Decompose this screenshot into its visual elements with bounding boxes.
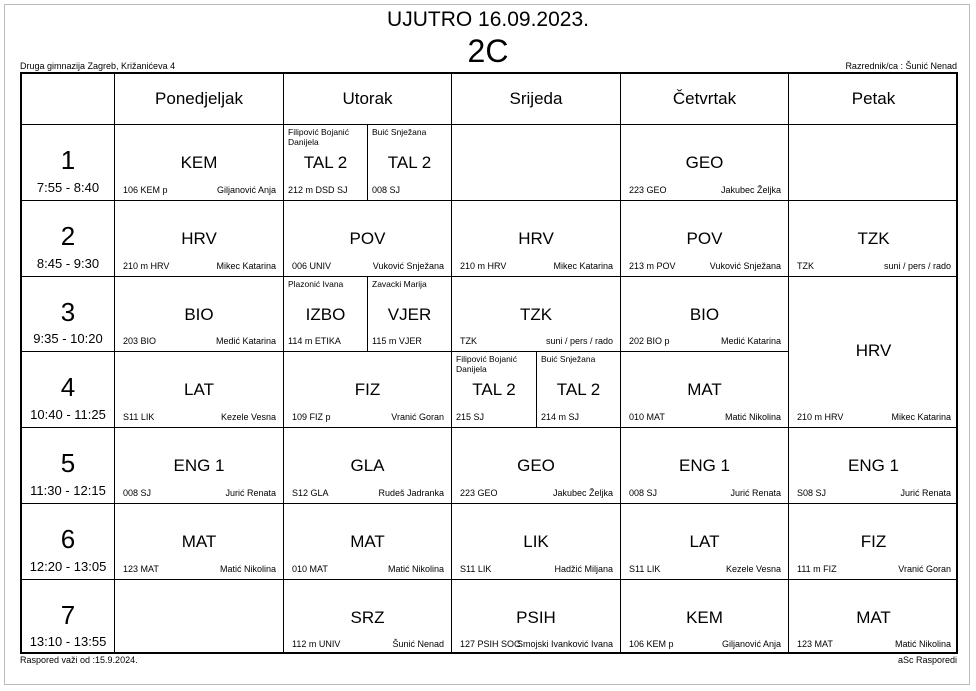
lesson-room: 010 MAT xyxy=(629,412,665,422)
lesson-teacher: Buić Snježana xyxy=(541,354,596,364)
lesson-room: 210 m HRV xyxy=(797,412,844,422)
period-number: 6 xyxy=(60,524,76,554)
lesson-room: 213 m POV xyxy=(629,261,676,271)
lesson-teacher: Giljanović Anja xyxy=(216,185,276,195)
lesson-cell[interactable] xyxy=(284,201,452,277)
lesson-teacher: Hadžić Miljana xyxy=(554,564,613,574)
software-brand: aSc Rasporedi xyxy=(897,655,957,665)
lesson-subject: POV xyxy=(686,229,723,248)
day-header: Četvrtak xyxy=(621,74,789,125)
period-number: 1 xyxy=(60,145,76,175)
lesson-subject: GLA xyxy=(350,456,385,475)
lesson-teacher: Jakubec Željka xyxy=(720,185,781,195)
period-time: 8:45 - 9:30 xyxy=(36,256,100,271)
lesson-room: 223 GEO xyxy=(460,488,498,498)
lesson-teacher: Medić Katarina xyxy=(215,336,276,346)
lesson-cell[interactable] xyxy=(789,201,958,277)
lesson-teacher: Vuković Snježana xyxy=(372,261,444,271)
school-name: Druga gimnazija Zagreb, Križanićeva 4 xyxy=(20,61,176,71)
lesson-subject: HRV xyxy=(181,229,217,248)
period-cell xyxy=(22,428,115,504)
lesson-teacher: Mikec Katarina xyxy=(891,412,951,422)
lesson-teacher: Matić Nikolina xyxy=(894,639,951,649)
lesson-cell[interactable] xyxy=(452,277,621,352)
lesson-room: S08 SJ xyxy=(797,488,827,498)
period-number: 4 xyxy=(60,372,76,402)
valid-from-note: Raspored važi od :15.9.2024. xyxy=(20,655,138,665)
lesson-room: S11 LIK xyxy=(460,564,492,574)
lesson-teacher: Matić Nikolina xyxy=(387,564,444,574)
lesson-subject: FIZ xyxy=(860,532,887,551)
lesson-room: 106 KEM p xyxy=(629,639,674,649)
lesson-room: 114 m ETIKA xyxy=(288,336,341,346)
lesson-cell[interactable] xyxy=(115,428,284,504)
homeroom-teacher: Razrednik/ca : Šunić Nenad xyxy=(845,61,957,71)
lesson-subject: BIO xyxy=(184,305,214,324)
lesson-room: TZK xyxy=(460,336,477,346)
lesson-room: TZK xyxy=(797,261,814,271)
lesson-teacher: Mikec Katarina xyxy=(553,261,613,271)
lesson-room: 008 SJ xyxy=(372,185,401,195)
lesson-subject: ENG 1 xyxy=(678,456,731,475)
lesson-room: 106 KEM p xyxy=(123,185,168,195)
lesson-cell[interactable] xyxy=(115,504,284,580)
lesson-teacher: Plazonić Ivana xyxy=(288,279,344,289)
lesson-room: 008 SJ xyxy=(629,488,658,498)
schedule-title: UJUTRO 16.09.2023. xyxy=(387,8,589,31)
lesson-teacher: Medić Katarina xyxy=(720,336,781,346)
lesson-subject: IZBO xyxy=(305,305,346,324)
empty-lesson-cell[interactable] xyxy=(452,125,621,201)
lesson-cell-split[interactable] xyxy=(452,352,537,428)
lesson-teacher: Jakubec Željka xyxy=(552,488,613,498)
lesson-cell[interactable] xyxy=(621,504,789,580)
lesson-subject: TAL 2 xyxy=(303,153,348,172)
period-cell xyxy=(22,580,115,654)
lesson-subject: TZK xyxy=(857,229,890,248)
lesson-room: 223 GEO xyxy=(629,185,667,195)
lesson-subject: ENG 1 xyxy=(173,456,225,475)
lesson-cell-split[interactable] xyxy=(284,277,368,352)
lesson-cell[interactable] xyxy=(789,277,958,428)
lesson-teacher: Zavacki Marija xyxy=(372,279,427,289)
lesson-room: 123 MAT xyxy=(797,639,833,649)
lesson-subject: KEM xyxy=(686,608,723,627)
lesson-cell[interactable] xyxy=(452,580,621,654)
lesson-cell-split[interactable] xyxy=(368,125,452,201)
class-name: 2C xyxy=(467,33,509,69)
lesson-cell[interactable] xyxy=(452,201,621,277)
lesson-teacher: Vuković Snježana xyxy=(709,261,781,271)
lesson-room: 202 BIO p xyxy=(629,336,670,346)
lesson-subject: MAT xyxy=(687,380,722,399)
day-header: Ponedjeljak xyxy=(115,74,284,125)
lesson-room: 109 FIZ p xyxy=(292,412,331,422)
corner-cell[interactable] xyxy=(22,74,115,125)
lesson-cell[interactable] xyxy=(284,428,452,504)
lesson-teacher: Filipović Bojanić Danijela xyxy=(456,354,517,374)
lesson-room: 127 PSIH SOC xyxy=(460,639,521,649)
period-time: 13:10 - 13:55 xyxy=(29,634,107,649)
lesson-subject: TAL 2 xyxy=(472,380,516,399)
lesson-teacher: Matić Nikolina xyxy=(724,412,781,422)
period-time: 11:30 - 12:15 xyxy=(30,483,106,498)
period-cell xyxy=(22,352,115,428)
timetable-grid xyxy=(20,72,958,654)
lesson-cell[interactable] xyxy=(621,277,789,352)
lesson-teacher: Šunić Nenad xyxy=(392,639,444,649)
lesson-cell[interactable] xyxy=(115,352,284,428)
period-cell xyxy=(22,201,115,277)
lesson-cell[interactable] xyxy=(284,352,452,428)
lesson-teacher: Jurić Renata xyxy=(225,488,276,498)
period-cell xyxy=(22,277,115,352)
lesson-subject: TAL 2 xyxy=(556,380,601,399)
period-number: 3 xyxy=(60,297,76,327)
lesson-cell[interactable] xyxy=(789,504,958,580)
lesson-room: 112 m UNIV xyxy=(292,639,341,649)
lesson-room: 115 m VJER xyxy=(372,336,422,346)
lesson-subject: MAT xyxy=(350,532,385,551)
lesson-teacher: Filipović Bojanić Danijela xyxy=(288,127,349,147)
period-time: 10:40 - 11:25 xyxy=(30,407,106,422)
lesson-cell[interactable] xyxy=(452,504,621,580)
lesson-subject: PSIH xyxy=(516,608,556,627)
lesson-subject: TAL 2 xyxy=(387,153,432,172)
day-header: Petak xyxy=(789,74,958,125)
empty-lesson-cell[interactable] xyxy=(789,125,958,201)
period-number: 7 xyxy=(60,600,76,630)
lesson-subject: LAT xyxy=(689,532,720,551)
lesson-subject: MAT xyxy=(181,532,217,551)
lesson-subject: HRV xyxy=(518,229,554,248)
lesson-room: 215 SJ xyxy=(456,412,485,422)
lesson-teacher: Mikec Katarina xyxy=(216,261,276,271)
period-time: 12:20 - 13:05 xyxy=(29,559,107,574)
lesson-room: 210 m HRV xyxy=(460,261,507,271)
lesson-subject: KEM xyxy=(180,153,218,172)
lesson-subject: VJER xyxy=(387,305,432,324)
lesson-cell-split[interactable] xyxy=(284,125,368,201)
lesson-cell[interactable] xyxy=(115,201,284,277)
lesson-cell[interactable] xyxy=(621,428,789,504)
period-number: 5 xyxy=(60,448,76,478)
period-cell xyxy=(22,504,115,580)
lesson-teacher: Rudeš Jadranka xyxy=(378,488,444,498)
lesson-subject: MAT xyxy=(856,608,891,627)
lesson-room: 111 m FIZ xyxy=(797,564,837,574)
lesson-subject: TZK xyxy=(519,305,553,324)
lesson-room: S11 LIK xyxy=(123,412,155,422)
lesson-subject: BIO xyxy=(689,305,720,324)
lesson-cell[interactable] xyxy=(115,277,284,352)
lesson-teacher: Giljanović Anja xyxy=(721,639,781,649)
lesson-cell[interactable] xyxy=(284,504,452,580)
lesson-cell[interactable] xyxy=(284,580,452,654)
lesson-teacher: suni / pers / rado xyxy=(883,261,951,271)
period-time: 9:35 - 10:20 xyxy=(33,331,103,346)
lesson-subject: FIZ xyxy=(354,380,381,399)
lesson-teacher: Buić Snježana xyxy=(372,127,427,137)
lesson-room: 008 SJ xyxy=(123,488,152,498)
lesson-cell-split[interactable] xyxy=(537,352,621,428)
lesson-cell[interactable] xyxy=(621,580,789,654)
lesson-cell[interactable] xyxy=(789,428,958,504)
lesson-subject: GEO xyxy=(685,153,724,172)
lesson-room: 010 MAT xyxy=(292,564,328,574)
lesson-cell[interactable] xyxy=(621,125,789,201)
lesson-subject: SRZ xyxy=(350,608,385,627)
lesson-cell[interactable] xyxy=(115,125,284,201)
lesson-teacher: Vranić Goran xyxy=(898,564,951,574)
lesson-cell[interactable] xyxy=(789,580,958,654)
day-header: Srijeda xyxy=(452,74,621,125)
lesson-teacher: Matić Nikolina xyxy=(219,564,276,574)
period-cell xyxy=(22,125,115,201)
lesson-subject: GEO xyxy=(517,456,555,475)
period-time: 7:55 - 8:40 xyxy=(36,180,100,195)
day-header: Utorak xyxy=(284,74,452,125)
lesson-subject: LIK xyxy=(523,532,549,551)
lesson-room: S11 LIK xyxy=(629,564,661,574)
lesson-cell[interactable] xyxy=(452,428,621,504)
lesson-teacher: Vranić Goran xyxy=(391,412,444,422)
lesson-room: 006 UNIV xyxy=(292,261,332,271)
lesson-teacher: Jurić Renata xyxy=(730,488,781,498)
lesson-cell[interactable] xyxy=(621,352,789,428)
lesson-room: 123 MAT xyxy=(123,564,159,574)
lesson-cell-split[interactable] xyxy=(368,277,452,352)
lesson-teacher: Kezele Vesna xyxy=(725,564,781,574)
lesson-teacher: Kezele Vesna xyxy=(220,412,276,422)
lesson-subject: ENG 1 xyxy=(847,456,900,475)
lesson-teacher: Smojski Ivanković Ivana xyxy=(516,639,613,649)
lesson-subject: HRV xyxy=(855,341,892,360)
lesson-teacher: Jurić Renata xyxy=(900,488,951,498)
lesson-teacher: suni / pers / rado xyxy=(545,336,613,346)
lesson-room: 212 m DSD SJ xyxy=(288,185,348,195)
lesson-subject: LAT xyxy=(184,380,214,399)
lesson-room: 210 m HRV xyxy=(123,261,170,271)
period-number: 2 xyxy=(60,221,76,251)
lesson-subject: POV xyxy=(349,229,386,248)
lesson-room: S12 GLA xyxy=(292,488,329,498)
empty-lesson-cell[interactable] xyxy=(115,580,284,654)
lesson-room: 214 m SJ xyxy=(541,412,580,422)
lesson-cell[interactable] xyxy=(621,201,789,277)
lesson-room: 203 BIO xyxy=(123,336,157,346)
